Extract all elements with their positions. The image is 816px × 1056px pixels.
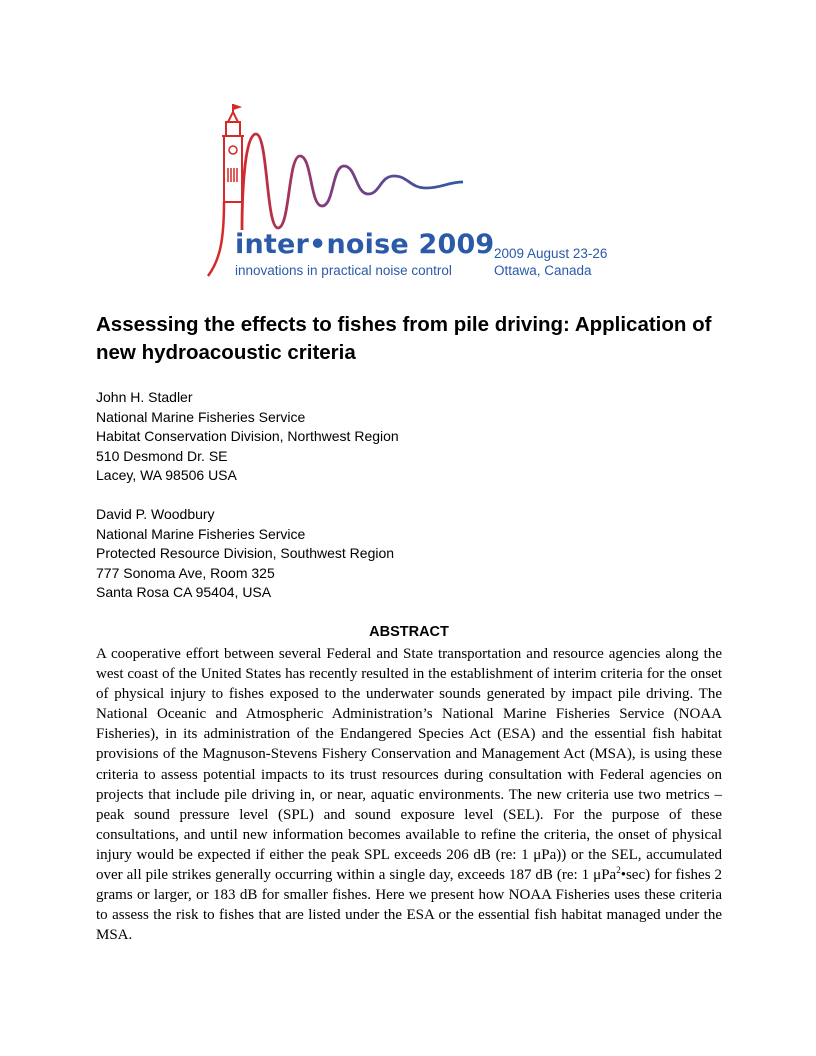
- sound-wave-graphic: [242, 134, 463, 230]
- author-division: Habitat Conservation Division, Northwest Region: [96, 428, 399, 444]
- abstract-superscript: 2: [616, 865, 621, 876]
- author-name: John H. Stadler: [96, 389, 193, 405]
- author-street: 510 Desmond Dr. SE: [96, 447, 228, 464]
- author-division: Protected Resource Division, Southwest Region: [96, 545, 395, 561]
- author-street: 777 Sonoma Ave, Room 325: [96, 564, 275, 581]
- author-organization: National Marine Fisheries Service: [96, 525, 306, 542]
- conference-location: Ottawa, Canada: [494, 263, 592, 278]
- abstract-body: [96, 644, 722, 945]
- conference-logo: [198, 100, 628, 284]
- abstract-text-part1: A cooperative effort between several Federal and State transportation and resource agencies along the west coast of the United States has recently resulted in the establishment of interim criteria for the onset of physical injury to fishes exposed to the underwater sounds generated by impact pile driving. The National Oceanic and Atmospheric Administration’s National Marine Fisheries Service (NOAA Fisheries), in its administration of the Endangered Species Act (ESA) and the essential fish habitat provisions of the Magnuson-Stevens Fishery Conservation and Management Act (MSA), is using these criteria to assess potential impacts to its trust resources during consultation with Federal agencies on projects that include pile driving in, or near, aquatic environments. The new criteria use two metrics – peak sound pressure level (SPL) and sound exposure level (SEL). For the purpose of these consultations, and until new information becomes available to refine the criteria, the onset of physical injury would be expected if either the peak SPL exceeds 206 dB (re: 1 μPa)) or the SEL, accumulated over all pile strikes generally occurring within a single day, exceeds 187 dB (re: 1 μPa: [96, 646, 722, 884]
- conference-name: inter•noise 2009: [235, 229, 495, 260]
- author-city: Lacey, WA 98506 USA: [96, 467, 237, 483]
- abstract-text-part2: •sec) for fishes 2 grams or larger, or 183 dB for smaller fishes. Here we present how NOAA Fisheries uses these criteria to assess the risk to fishes that are listed under the ESA or the essential fish habitat managed under the MSA.: [96, 867, 722, 944]
- author-name: David P. Woodbury: [96, 506, 215, 522]
- conference-tagline: innovations in practical noise control: [235, 263, 452, 278]
- paper-title: Assessing the effects to fishes from pile driving: Application of new hydroacoustic criteria: [96, 313, 712, 364]
- author-organization: National Marine Fisheries Service: [96, 408, 306, 425]
- author-block: [96, 505, 596, 603]
- author-city: Santa Rosa CA 95404, USA: [96, 584, 272, 600]
- author-block: [96, 388, 596, 486]
- conference-date: 2009 August 23-26: [494, 246, 608, 261]
- abstract-heading: ABSTRACT: [369, 624, 449, 640]
